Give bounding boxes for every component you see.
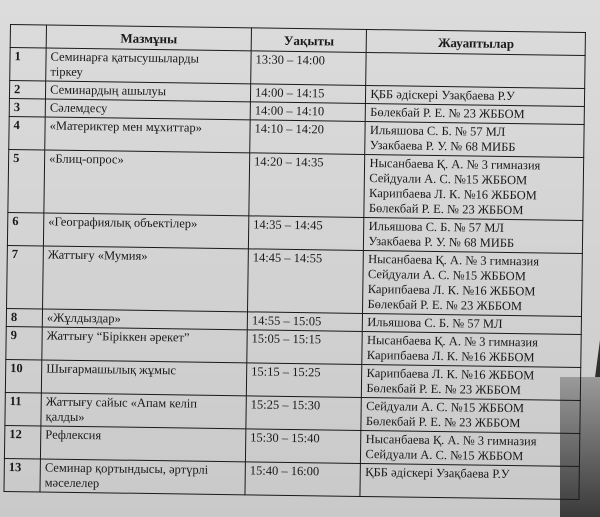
header-number [10, 25, 46, 49]
responsible-line: Сейдуали А. С. №15 ЖББОМ [366, 399, 525, 416]
responsible-persons [365, 121, 584, 157]
responsible-line: Нысанбаева Қ. А. № 3 гимназия [365, 432, 537, 449]
activity-line: «Блиц-опрос» [49, 151, 124, 167]
responsible-line: Ильяшова С. Б. № 57 МЛ [369, 123, 506, 139]
row-number: 6 [7, 212, 44, 246]
activity-time: 14:20 – 14:35 [249, 153, 365, 218]
responsible-line: ҚББ әдіскері Узақбаева Р.У [365, 465, 510, 482]
activity-time: 15:15 – 15:25 [246, 363, 362, 398]
activity-content [40, 459, 245, 495]
responsible-line: Узакбаева Р. У. № 68 МИББ [368, 234, 515, 251]
responsible-line: Узакбаева Р. У. № 68 МИББ [369, 138, 516, 155]
responsible-line: Бөлекбай Р. Е. № 23 ЖББОМ [365, 414, 521, 431]
row-number: 4 [9, 116, 46, 150]
responsible-line: ҚББ әдіскері Узақбаева Р.У [370, 87, 516, 104]
activity-content [41, 360, 246, 396]
activity-time: 14:55 – 15:05 [247, 312, 363, 332]
row-number: 1 [10, 48, 47, 82]
row-number: 8 [6, 308, 42, 327]
header-responsible: Жауаптылар [367, 29, 586, 55]
responsible-line: Ильяшова С. Б. № 57 МЛ [368, 219, 505, 235]
row-number: 7 [7, 245, 44, 308]
responsible-persons [363, 250, 582, 316]
responsible-line: Бөлекбай Р. Е. № 23 ЖББОМ [367, 297, 523, 314]
responsible-line: Бөлекбай Р. Е. № 23 ЖББОМ [368, 201, 524, 218]
responsible-line: Нысанбаева Қ. А. № 3 гимназия [368, 252, 540, 269]
responsible-line: Нысанбаева Қ. А. № 3 гимназия [366, 333, 539, 350]
responsible-line: Сейдуали А. С. №15 ЖББОМ [365, 447, 524, 464]
row-number: 10 [5, 359, 42, 393]
activity-time: 14:10 – 14:20 [250, 120, 366, 155]
header-time: Уақыты [251, 28, 367, 53]
activity-content [44, 150, 250, 216]
activity-line: Семинарға қатысушыларды [50, 49, 200, 66]
activity-line: «Географиялық объектілер» [48, 214, 198, 231]
table-row [8, 149, 584, 220]
activity-line: Жаттығу сайыс «Апам келіп [45, 394, 198, 411]
activity-content [46, 48, 251, 84]
row-number: 5 [8, 149, 45, 212]
activity-content [43, 246, 249, 312]
responsible-line: Бөлекбай Р. Е. № 23 ЖББОМ [366, 381, 521, 398]
responsible-line: Ильяшова С. Б. № 57 МЛ [367, 315, 503, 331]
activity-line: Шығармашылық жұмыс [46, 361, 177, 378]
activity-time: 14:00 – 14:15 [250, 84, 366, 104]
row-number: 2 [9, 81, 45, 100]
activity-time: 15:05 – 15:15 [247, 330, 363, 365]
responsible-line: Бөлекбай Р. Е. № 23 ЖББОМ [370, 105, 525, 122]
activity-line: Жаттығу “Біріккен әрекет” [46, 328, 190, 345]
activity-content [43, 213, 248, 249]
responsible-line: Карипбаева Л. К. №16 ЖББОМ [368, 186, 537, 203]
responsible-persons [366, 52, 585, 88]
activity-time: 15:30 – 15:40 [245, 429, 361, 464]
responsible-persons [360, 463, 579, 499]
row-number: 3 [9, 98, 45, 117]
activity-time: 15:40 – 16:00 [245, 462, 361, 497]
responsible-persons [364, 217, 583, 253]
activity-line: Сәлемдесу [49, 100, 108, 116]
responsible-persons [362, 331, 581, 367]
activity-line: «Материктер мен мұхиттар» [49, 118, 203, 135]
activity-time: 14:35 – 14:45 [248, 216, 364, 251]
activity-content [42, 327, 247, 363]
activity-line: тіркеу [50, 64, 83, 80]
activity-content [40, 426, 245, 462]
activity-line: Семинардың ашылуы [50, 82, 167, 99]
activity-content [45, 117, 250, 153]
header-content: Мазмұны [46, 25, 251, 51]
responsible-persons [362, 364, 581, 400]
seminar-schedule-table [3, 24, 585, 500]
responsible-line: Сейдуали А. С. №15 ЖББОМ [369, 171, 528, 188]
row-number: 13 [4, 458, 41, 492]
row-number: 12 [4, 425, 41, 459]
responsible-line: Карипбаева Л. К. №16 ЖББОМ [367, 282, 536, 299]
activity-line: қалды» [45, 409, 85, 425]
activity-time: 15:25 – 15:30 [246, 396, 362, 431]
row-number: 9 [6, 326, 43, 360]
activity-line: Жаттығу «Мумия» [47, 247, 148, 263]
activity-line: «Жұлдыздар» [46, 310, 121, 326]
row-number: 11 [5, 392, 42, 426]
activity-line: Рефлексия [45, 427, 102, 443]
responsible-line: Карипбаева Л. К. №16 ЖББОМ [366, 366, 535, 383]
responsible-line: Карипбаева Л. К. №16 ЖББОМ [366, 348, 535, 365]
responsible-persons [364, 154, 583, 220]
activity-content [41, 393, 246, 429]
responsible-line: Нысанбаева Қ. А. № 3 гимназия [369, 156, 541, 173]
table-row [7, 245, 583, 316]
responsible-line: Сейдуали А. С. №15 ЖББОМ [367, 267, 526, 284]
activity-time: 14:00 – 14:10 [250, 102, 366, 122]
activity-line: Семинар қортындысы, әртүрлі [44, 460, 209, 477]
activity-line: мәселелер [44, 475, 100, 491]
responsible-persons [361, 430, 580, 466]
responsible-persons [361, 397, 580, 433]
activity-time: 14:45 – 14:55 [247, 249, 363, 314]
activity-time: 13:30 – 14:00 [251, 51, 367, 86]
